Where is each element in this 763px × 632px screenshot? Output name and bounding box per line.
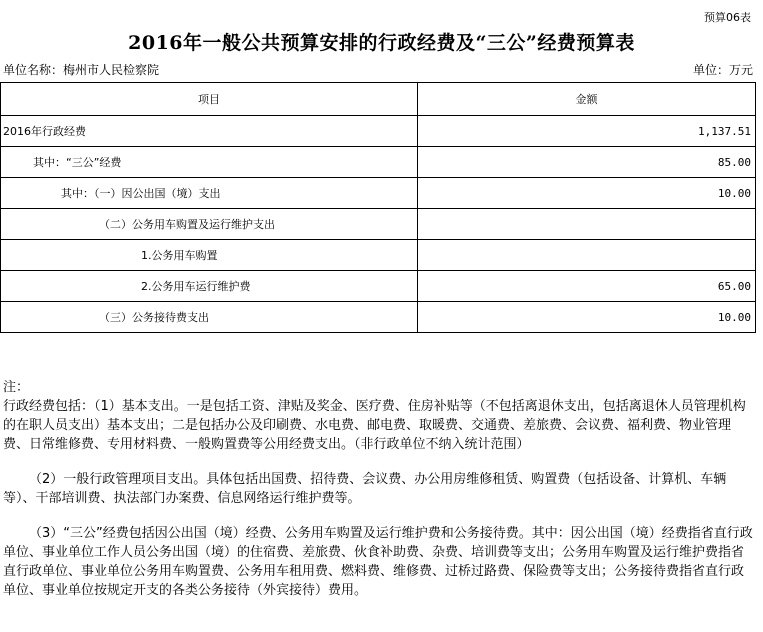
table-row bbox=[1, 147, 756, 178]
row-amount: 1,137.51 bbox=[418, 116, 756, 147]
table-row bbox=[1, 178, 756, 209]
header-amount: 金额 bbox=[418, 83, 756, 116]
unit-name: 单位名称：梅州市人民检察院 bbox=[3, 63, 160, 77]
notes-heading: 注： bbox=[3, 380, 30, 395]
row-label: 其中：“三公”经费 bbox=[1, 147, 418, 178]
header-item: 项目 bbox=[1, 83, 418, 116]
table-row bbox=[1, 302, 756, 333]
row-amount bbox=[418, 209, 756, 240]
notes-paragraph-2: （2）一般行政管理项目支出。具体包括出国费、招待费、会议费、办公用房维修租赁、购置费（包括设备、计算机、车辆等）、干部培训费、执法部门办案费、信息网络运行维护费等。 bbox=[3, 472, 727, 506]
table-row bbox=[1, 209, 756, 240]
row-amount: 10.00 bbox=[418, 302, 756, 333]
notes-paragraph-3: （3）“三公”经费包括因公出国（境）经费、公务用车购置及运行维护费和公务接待费。其中：因公出国（境）经费指省直行政单位、事业单位工作人员公务出国（境）的住宿费、差旅费、伙食补助费、杂费、培训费等支出；公务用车购置及运行维护费指省直行政单位、事业单位公务用车购置费、公务用车租用费、燃料费、维修费、过桥过路费、保险费等支出；公务接待费指省直行政单位、事业单位按规定开支的各类公务接待（外宾接待）费用。 bbox=[3, 526, 753, 598]
notes-section bbox=[3, 378, 755, 600]
row-amount bbox=[418, 240, 756, 271]
table-row bbox=[1, 240, 756, 271]
table-row bbox=[1, 116, 756, 147]
row-amount: 65.00 bbox=[418, 271, 756, 302]
form-code: 预算06表 bbox=[704, 11, 751, 24]
unit-money: 单位：万元 bbox=[692, 63, 753, 77]
row-label: 2016年行政经费 bbox=[1, 116, 418, 147]
row-amount: 10.00 bbox=[418, 178, 756, 209]
row-label: （三）公务接待费支出 bbox=[1, 302, 418, 333]
page-title: 2016年一般公共预算安排的行政经费及“三公”经费预算表 bbox=[128, 32, 635, 54]
row-label: （二）公务用车购置及运行维护支出 bbox=[1, 209, 418, 240]
notes-paragraph-1: 行政经费包括：（1）基本支出。一是包括工资、津贴及奖金、医疗费、住房补贴等（不包括离退休支出，包括离退休人员管理机构的在职人员支出）基本支出；二是包括办公及印刷费、水电费、邮电费、取暖费、交通费、差旅费、会议费、福利费、物业管理费、日常维修费、专用材料费、一般购置费等公用经费支出。（非行政单位不纳入统计范围） bbox=[3, 399, 746, 452]
table-row bbox=[1, 271, 756, 302]
row-label: 1.公务用车购置 bbox=[1, 240, 418, 271]
row-label: 其中：（一）因公出国（境）支出 bbox=[1, 178, 418, 209]
row-amount: 85.00 bbox=[418, 147, 756, 178]
table-header-row bbox=[1, 83, 756, 116]
budget-table bbox=[0, 82, 756, 333]
row-label: 2.公务用车运行维护费 bbox=[1, 271, 418, 302]
